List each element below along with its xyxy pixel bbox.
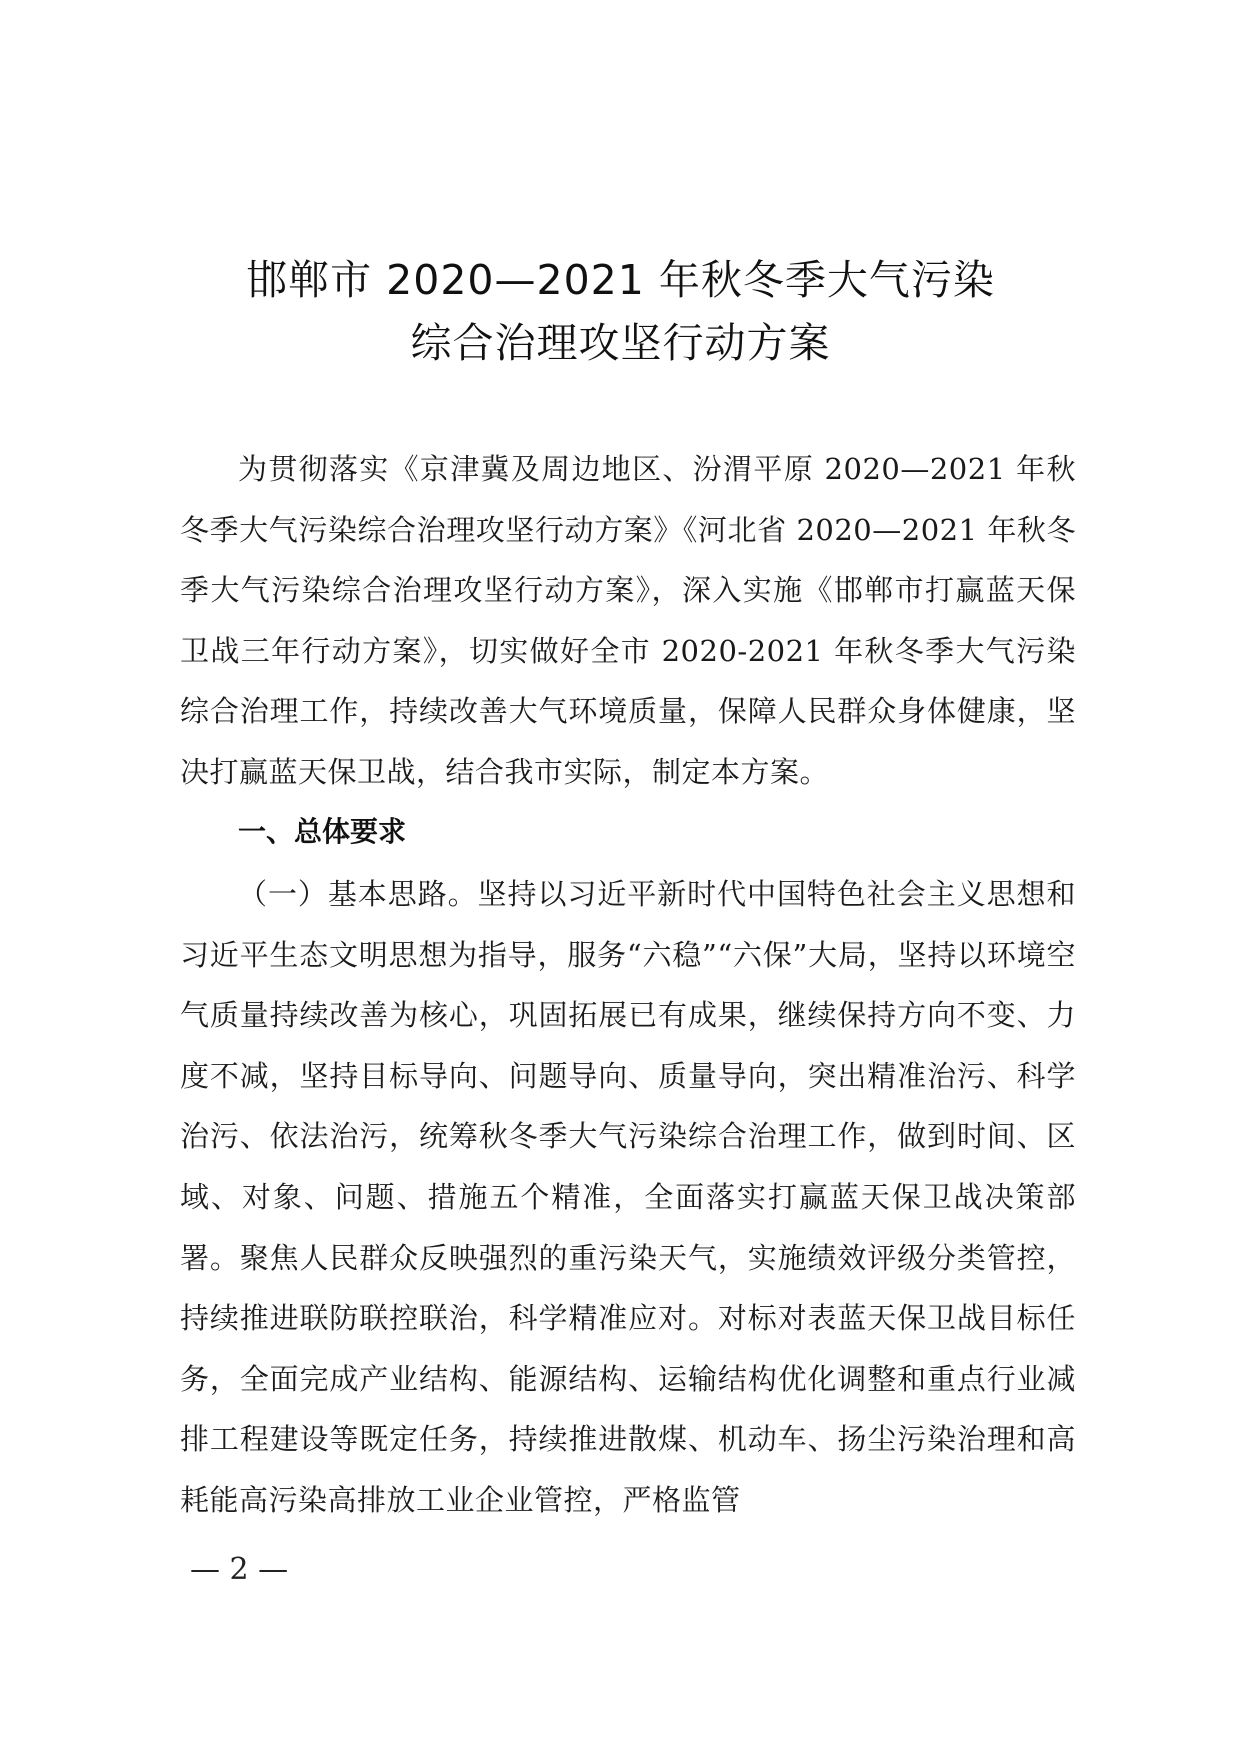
intro-paragraph: 为贯彻落实《京津冀及周边地区、汾渭平原 2020—2021 年秋冬季大气污染综合治理攻坚行动方案》《河北省 2020—2021 年秋冬季大气污染综合治理攻坚行动方案》，深入实施《邯郸市打赢蓝天保卫战三年行动方案》，切实做好全市 2020-2021 年秋冬季大气污染综合治理工作，持续改善大气环境质量，保障人民群众身体健康，坚决打赢蓝天保卫战，结合我市实际，制定本方案。 xyxy=(180,452,1076,789)
document-title-line-1: 邯郸市 2020—2021 年秋冬季大气污染 xyxy=(246,256,995,304)
basic-approach-paragraph: （一）基本思路。坚持以习近平新时代中国特色社会主义思想和习近平生态文明思想为指导，服务“六稳”“六保”大局，坚持以环境空气质量持续改善为核心，巩固拓展已有成果，继续保持方向不变、力度不减，坚持目标导向、问题导向、质量导向，突出精准治污、科学治污、依法治污，统筹秋冬季大气污染综合治理工作，做到时间、区域、对象、问题、措施五个精准，全面落实打赢蓝天保卫战决策部署。聚焦人民群众反映强烈的重污染天气，实施绩效评级分类管控，持续推进联防联控联治，科学精准应对。对标对表蓝天保卫战目标任务，全面完成产业结构、能源结构、运输结构优化调整和重点行业减排工程建设等既定任务，持续推进散煤、机动车、扬尘污染治理和高耗能高污染高排放工业企业管控，严格监管 xyxy=(180,877,1076,1517)
document-title-line-2: 综合治理攻坚行动方案 xyxy=(410,319,831,367)
section-heading-general-requirements: 一、总体要求 xyxy=(238,815,407,848)
page-number: — 2 — xyxy=(190,1552,289,1587)
